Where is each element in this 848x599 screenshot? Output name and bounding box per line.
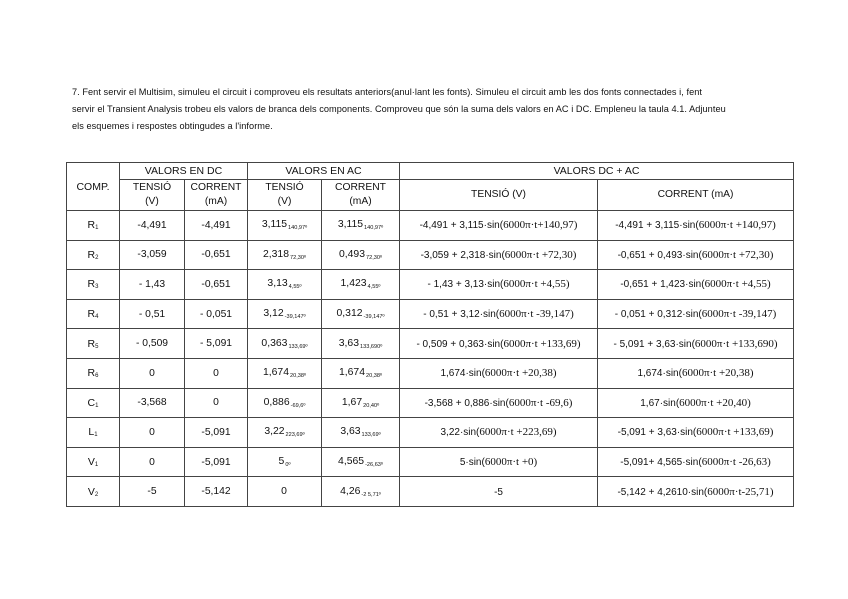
dcac-current-argument: 6000π·t +133,690)	[694, 337, 778, 350]
table-row	[67, 211, 794, 241]
dcac-voltage-cell	[400, 388, 598, 418]
dcac-voltage-cell	[400, 418, 598, 448]
header-row-1	[67, 163, 794, 180]
header-ac-tensio-unit: (V)	[277, 196, 292, 207]
dcac-voltage-prefix: 1,674·sin(	[440, 368, 485, 380]
ac-voltage-phase: -39,147º	[284, 314, 306, 321]
dc-voltage-cell: -3,059	[120, 240, 185, 270]
dc-current-cell: -4,491	[185, 211, 248, 241]
ac-voltage-magnitude: 5	[278, 456, 285, 468]
dc-current-cell: - 0,051	[185, 299, 248, 329]
dcac-voltage-cell	[400, 477, 598, 507]
ac-voltage-phase: 0º	[285, 462, 291, 469]
header-ac-corrent	[322, 180, 400, 211]
dcac-current-prefix: - 0,051 + 0,312·sin(	[614, 309, 702, 321]
component-cell	[67, 447, 120, 477]
ac-voltage-magnitude: 1,674	[262, 367, 289, 379]
ac-voltage-cell	[248, 211, 322, 241]
component-letter: R	[87, 278, 96, 291]
dcac-current-argument: 6000π·t +72,30)	[701, 248, 774, 261]
dcac-voltage-cell	[400, 329, 598, 359]
table-row	[67, 270, 794, 300]
component-letter: V	[87, 485, 95, 498]
dc-voltage-cell: 0	[120, 447, 185, 477]
dcac-voltage-argument: 6000π·t -39,147)	[499, 308, 574, 321]
dc-current-cell: 0	[185, 388, 248, 418]
ac-voltage-phase: 133,69º	[288, 343, 308, 350]
component-subscript: 1	[94, 462, 99, 469]
dcac-current-argument: 6000π·t +140,97)	[698, 219, 776, 232]
ac-voltage-phase: 20,38º	[290, 373, 307, 380]
dcac-current-cell	[598, 270, 794, 300]
ac-current-magnitude: 1,674	[338, 367, 365, 379]
dcac-current-prefix: -5,091 + 3,63·sin(	[617, 427, 697, 439]
header-ac-tensio-label: TENSIÓ	[265, 182, 304, 193]
component-cell	[67, 477, 120, 507]
header-row-2	[67, 180, 794, 211]
ac-voltage-magnitude: 3,115	[261, 219, 288, 231]
ac-voltage-cell	[248, 477, 322, 507]
dcac-voltage-prefix: - 0,509 + 0,363·sin(	[416, 338, 504, 350]
dc-current-cell: -5,091	[185, 418, 248, 448]
table-row	[67, 418, 794, 448]
table-body	[67, 211, 794, 507]
dc-voltage-cell: - 0,51	[120, 299, 185, 329]
component-subscript: 5	[95, 343, 99, 350]
ac-current-phase: -39,147º	[363, 314, 385, 321]
header-ac: VALORS EN AC	[248, 163, 400, 180]
component-cell	[67, 299, 120, 329]
instructions-line-2: servir el Transient Analysis trobeu els valors de branca dels components. Comproveu que són la suma dels valors en AC i DC. Empleneu la taula 4.1. Adjunteu	[72, 104, 726, 114]
ac-voltage-phase: 4,55º	[288, 284, 302, 291]
header-dc-tensio	[120, 180, 185, 211]
dcac-voltage-prefix: 3,22·sin(	[440, 427, 480, 439]
ac-current-cell	[322, 329, 400, 359]
ac-current-magnitude: 4,26	[340, 485, 361, 497]
table-row	[67, 388, 794, 418]
ac-voltage-phase: -69,6º	[290, 402, 306, 409]
dcac-voltage-argument: 6000π·t +0)	[484, 456, 538, 469]
ac-current-phase: 140,97º	[364, 225, 384, 232]
component-letter: V	[87, 456, 95, 469]
ac-current-magnitude: 4,565	[338, 456, 365, 468]
component-subscript: 2	[94, 491, 99, 498]
dcac-voltage-cell	[400, 358, 598, 388]
header-dc-tensio-label: TENSIÓ	[132, 182, 172, 193]
ac-voltage-magnitude: 3,22	[264, 426, 285, 438]
ac-current-phase: 133,690º	[360, 343, 383, 350]
dcac-voltage-cell	[400, 211, 598, 241]
dcac-current-cell	[598, 299, 794, 329]
ac-current-phase: -26,63º	[365, 462, 383, 469]
component-subscript: 2	[95, 254, 99, 261]
dcac-current-prefix: 1,67·sin(	[640, 397, 680, 409]
component-subscript: 1	[95, 225, 99, 232]
component-letter: R	[87, 219, 96, 232]
dcac-current-argument: 6000π·t +20,38)	[681, 367, 754, 380]
dc-voltage-cell: 0	[120, 418, 185, 448]
dcac-current-prefix: -5,091+ 4,565·sin(	[620, 457, 702, 469]
dcac-voltage-cell	[400, 299, 598, 329]
header-ac-corrent-label: CORRENT	[335, 182, 386, 193]
dcac-current-cell	[598, 477, 794, 507]
dcac-current-argument: 6000π·t +133,69)	[696, 426, 774, 439]
instructions-paragraph	[72, 84, 782, 135]
header-dc-corrent-label: CORRENT	[190, 182, 242, 193]
component-letter: L	[88, 426, 95, 439]
ac-current-cell	[322, 240, 400, 270]
ac-current-phase: 72,30º	[366, 254, 383, 261]
ac-voltage-cell	[248, 299, 322, 329]
ac-current-cell	[322, 211, 400, 241]
header-dcac: VALORS DC + AC	[400, 163, 794, 180]
ac-voltage-magnitude: 3,12	[263, 308, 284, 320]
dcac-current-prefix: -4,491 + 3,115·sin(	[615, 220, 699, 232]
ac-current-phase: 4,55º	[367, 284, 381, 291]
dcac-current-cell	[598, 240, 794, 270]
dc-voltage-cell: - 1,43	[120, 270, 185, 300]
dc-voltage-cell: -5	[120, 477, 185, 507]
dcac-voltage-prefix: - 1,43 + 3,13·sin(	[427, 279, 504, 291]
header-dc-corrent-unit: (mA)	[204, 196, 228, 207]
header-dc: VALORS EN DC	[120, 163, 248, 180]
dcac-voltage-argument: 6000π·t +4,55)	[503, 278, 570, 291]
dcac-voltage-prefix: 5·sin(	[459, 457, 485, 469]
dcac-current-argument: 6000π·t-25,71)	[707, 485, 774, 498]
header-dcac-corrent: CORRENT (mA)	[598, 180, 794, 211]
header-ac-corrent-unit: (mA)	[349, 196, 372, 207]
ac-current-magnitude: 0,493	[338, 248, 365, 260]
component-subscript: 1	[95, 402, 99, 409]
dcac-current-cell	[598, 447, 794, 477]
dcac-current-cell	[598, 358, 794, 388]
ac-voltage-phase: 140,97º	[288, 225, 308, 232]
ac-current-phase: -2 5,71º	[361, 491, 381, 498]
instructions-line-3: els esquemes i respostes obtingudes a l'informe.	[72, 121, 273, 131]
dcac-current-prefix: 1,674·sin(	[637, 368, 682, 380]
header-dc-corrent	[185, 180, 248, 211]
component-subscript: 3	[95, 284, 99, 291]
dcac-voltage-cell	[400, 270, 598, 300]
dc-current-cell: -0,651	[185, 240, 248, 270]
ac-voltage-cell	[248, 358, 322, 388]
ac-current-magnitude: 3,63	[340, 426, 361, 438]
dcac-voltage-argument: 6000π·t +20,38)	[484, 367, 557, 380]
ac-current-phase: 133,69º	[361, 432, 381, 439]
dcac-current-argument: 6000π·t -26,63)	[701, 456, 771, 469]
ac-voltage-magnitude: 0,886	[263, 396, 290, 408]
dcac-voltage-prefix: -3,568 + 0,886·sin(	[424, 397, 509, 409]
dcac-current-cell	[598, 329, 794, 359]
table-row	[67, 358, 794, 388]
dc-voltage-cell: -4,491	[120, 211, 185, 241]
ac-current-phase: 20,38º	[366, 373, 383, 380]
component-cell	[67, 240, 120, 270]
header-ac-tensio	[248, 180, 322, 211]
header-dcac-tensio: TENSIÓ (V)	[400, 180, 598, 211]
table-row	[67, 477, 794, 507]
table-row	[67, 240, 794, 270]
component-subscript: 4	[95, 314, 99, 321]
component-subscript: 6	[95, 373, 99, 380]
dcac-voltage-prefix: -4,491 + 3,115·sin(	[419, 220, 504, 232]
dc-voltage-cell: -3,568	[120, 388, 185, 418]
ac-current-magnitude: 1,423	[340, 278, 367, 290]
ac-voltage-cell	[248, 240, 322, 270]
ac-current-cell	[322, 388, 400, 418]
ac-voltage-cell	[248, 418, 322, 448]
dcac-current-cell	[598, 211, 794, 241]
component-letter: R	[87, 308, 96, 321]
ac-current-magnitude: 0,312	[336, 308, 363, 320]
component-letter: C	[87, 396, 96, 409]
dc-voltage-cell: - 0,509	[120, 329, 185, 359]
header-dc-tensio-unit: (V)	[145, 196, 159, 207]
ac-current-phase: 20,40º	[363, 402, 380, 409]
dcac-voltage-argument: 6000π·t +223,69)	[479, 426, 557, 439]
ac-voltage-cell	[248, 447, 322, 477]
component-cell	[67, 388, 120, 418]
ac-current-cell	[322, 358, 400, 388]
dcac-current-prefix: -5,142 + 4,2610·sin(	[617, 486, 708, 498]
dc-current-cell: - 5,091	[185, 329, 248, 359]
dcac-voltage-argument: 6000π·t -69,6)	[508, 396, 573, 409]
dcac-current-prefix: - 5,091 + 3,63·sin(	[613, 338, 695, 350]
component-cell	[67, 270, 120, 300]
component-letter: R	[87, 367, 96, 380]
dcac-voltage-prefix: - 0,51 + 3,12·sin(	[423, 309, 500, 321]
ac-voltage-magnitude: 0,363	[261, 337, 288, 349]
dcac-current-prefix: -0,651 + 1,423·sin(	[620, 279, 705, 291]
dcac-current-cell	[598, 418, 794, 448]
dc-current-cell: 0	[185, 358, 248, 388]
ac-current-cell	[322, 418, 400, 448]
ac-voltage-cell	[248, 270, 322, 300]
dcac-current-argument: 6000π·t +20,40)	[679, 396, 751, 409]
ac-voltage-cell	[248, 329, 322, 359]
dcac-current-prefix: -0,651 + 0,493·sin(	[617, 249, 702, 261]
dcac-current-argument: 6000π·t -39,147)	[701, 308, 777, 321]
dcac-voltage-argument: 6000π·t+140,97)	[503, 219, 578, 232]
dcac-voltage-prefix: -5	[494, 486, 503, 498]
component-subscript: 1	[94, 432, 98, 439]
header-comp: COMP.	[67, 163, 120, 211]
dc-current-cell: -5,091	[185, 447, 248, 477]
component-cell	[67, 418, 120, 448]
ac-current-magnitude: 3,115	[337, 219, 364, 231]
dc-voltage-cell: 0	[120, 358, 185, 388]
ac-current-cell	[322, 447, 400, 477]
ac-current-cell	[322, 270, 400, 300]
ac-current-magnitude: 1,67	[341, 396, 363, 408]
dc-current-cell: -5,142	[185, 477, 248, 507]
ac-current-cell	[322, 299, 400, 329]
ac-voltage-phase: 223,69º	[285, 432, 305, 439]
component-letter: R	[87, 248, 96, 261]
ac-voltage-magnitude: 3,13	[267, 278, 288, 290]
component-cell	[67, 329, 120, 359]
component-letter: R	[87, 337, 96, 350]
table-row	[67, 447, 794, 477]
component-cell	[67, 358, 120, 388]
results-table	[66, 162, 794, 507]
table-row	[67, 299, 794, 329]
ac-current-magnitude: 3,63	[338, 337, 359, 349]
dcac-voltage-prefix: -3,059 + 2,318·sin(	[420, 249, 505, 261]
ac-voltage-phase: 72,30º	[290, 254, 307, 261]
table-row	[67, 329, 794, 359]
dcac-current-argument: 6000π·t +4,55)	[704, 278, 771, 291]
ac-voltage-magnitude: 0	[281, 485, 287, 497]
dcac-current-cell	[598, 388, 794, 418]
ac-current-cell	[322, 477, 400, 507]
dcac-voltage-argument: 6000π·t +133,69)	[503, 337, 581, 350]
dcac-voltage-cell	[400, 240, 598, 270]
ac-voltage-magnitude: 2,318	[262, 248, 289, 260]
dcac-voltage-argument: 6000π·t +72,30)	[504, 248, 577, 261]
component-cell	[67, 211, 120, 241]
ac-voltage-cell	[248, 388, 322, 418]
dcac-voltage-cell	[400, 447, 598, 477]
instructions-line-1: 7. Fent servir el Multisim, simuleu el circuit i comproveu els resultats anteriors(anul·lant les fonts). Simuleu el circuit amb les dos fonts connectades i, fent	[72, 87, 702, 97]
dc-current-cell: -0,651	[185, 270, 248, 300]
